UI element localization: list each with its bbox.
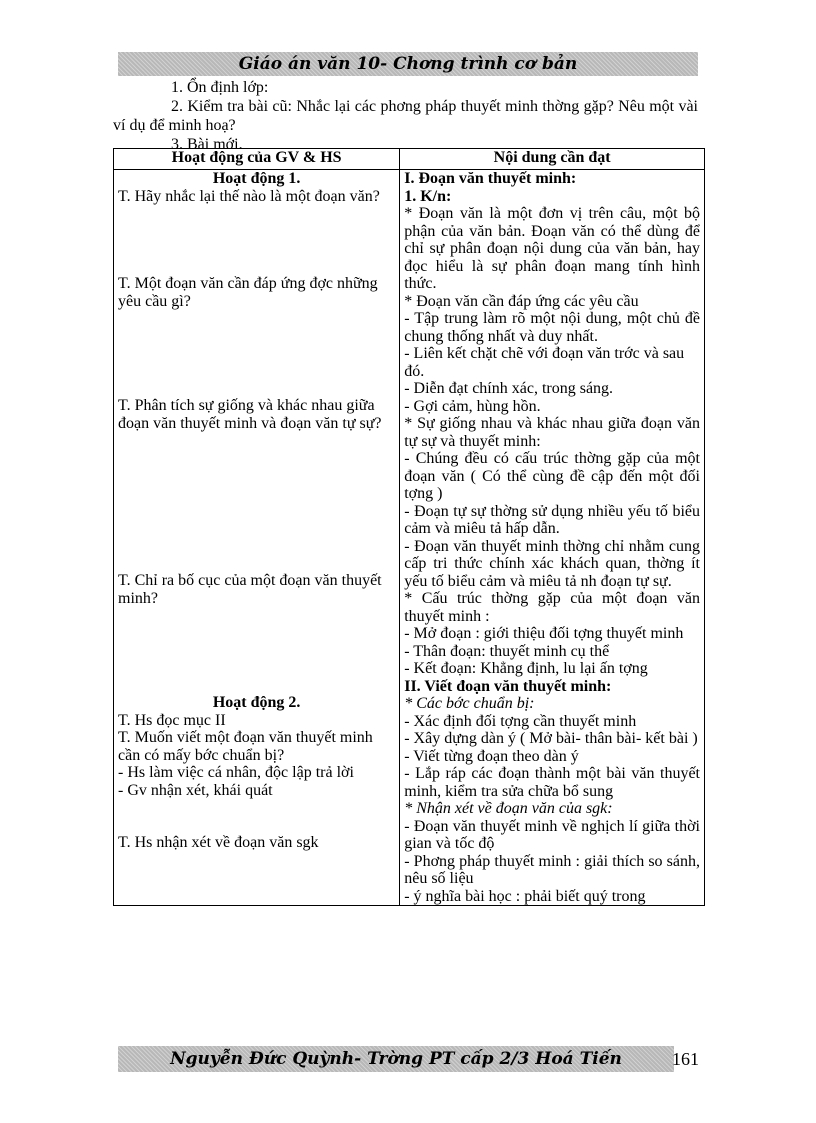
observation-1: - Đoạn văn thuyết minh về nghịch lí giữa thời gian và tốc độ xyxy=(404,817,700,852)
intro-step-1: 1. Ổn định lớp: xyxy=(171,79,269,96)
question-8: - Gv nhận xét, khái quát xyxy=(118,781,273,799)
preparation-3: - Viết từng đoạn theo dàn ý xyxy=(404,747,579,765)
requirements-intro: * Đoạn văn cần đáp ứng các yêu cầu xyxy=(404,292,639,310)
comparison-3: - Đoạn văn thuyết minh thờng chỉ nhằm cung cấp tri thức chính xác khách quan, thờng ít yếu tố biểu cảm và miêu tả nh đoạn tự sự. xyxy=(404,537,700,590)
column-header-activities: Hoạt động của GV & HS xyxy=(114,149,400,170)
preparation-1: - Xác định đối tợng cần thuyết minh xyxy=(404,712,637,730)
section-1-heading: I. Đoạn văn thuyết minh: xyxy=(404,170,577,187)
question-9: T. Hs nhận xét về đoạn văn sgk xyxy=(118,834,319,851)
requirement-4: - Gợi cảm, hùng hồn. xyxy=(404,397,541,415)
definition-text: * Đoạn văn là một đơn vị trên câu, một bộ phận của văn bản. Đoạn văn có thể dùng để chỉ sự phân đoạn nội dung của văn bản, hay đọc hiểu là sự phân đoạn mang tính hình thức. xyxy=(404,205,700,292)
requirement-1: - Tập trung làm rõ một nội dung, một chủ đề chung thống nhất và duy nhất. xyxy=(404,310,700,345)
content-cell xyxy=(400,170,705,906)
page-number: 161 xyxy=(672,1049,699,1069)
comparison-1: - Chúng đều có cấu trúc thờng gặp của một đoạn văn ( Có thể cùng đề cập đến một đối tợng ) xyxy=(404,450,700,502)
lesson-table xyxy=(113,148,705,906)
structure-intro: * Cấu trúc thờng gặp của một đoạn văn thuyết minh : xyxy=(404,590,700,625)
definition-heading: 1. K/n: xyxy=(404,187,452,205)
question-7: - Hs làm việc cá nhân, độc lập trả lời xyxy=(118,764,354,781)
activity-2-heading: Hoạt động 2. xyxy=(212,694,301,711)
intro-step-2: 2. Kiểm tra bài cũ: Nhắc lại các phơng pháp thuyết minh thờng gặp? Nêu một vài ví dụ để minh hoạ? xyxy=(113,98,698,134)
structure-1: - Mở đoạn : giới thiệu đối tợng thuyết minh xyxy=(404,625,684,642)
observation-3: - ý nghĩa bài học : phải biết quý trong xyxy=(404,887,646,905)
intro-section xyxy=(113,78,698,154)
observation-heading: * Nhận xét về đoạn văn của sgk: xyxy=(404,800,613,817)
requirement-2: - Liên kết chặt chẽ với đoạn văn trớc và sau đó. xyxy=(404,345,685,380)
comparison-intro: * Sự giống nhau và khác nhau giữa đoạn văn tự sự và thuyết minh: xyxy=(404,415,700,450)
section-2-heading: II. Viết đoạn văn thuyết minh: xyxy=(404,677,612,695)
activities-cell xyxy=(114,170,400,906)
header-title: Giáo án văn 10- Chơng trình cơ bản xyxy=(238,54,578,74)
header-banner xyxy=(118,52,698,76)
preparation-2: - Xây dựng dàn ý ( Mở bài- thân bài- kết bài ) xyxy=(404,730,698,747)
activity-1-heading: Hoạt động 1. xyxy=(212,170,301,187)
structure-3: - Kết đoạn: Khẳng định, lu lại ấn tợng xyxy=(404,660,648,677)
column-header-content: Nội dung cần đạt xyxy=(400,149,705,170)
requirement-3: - Diễn đạt chính xác, trong sáng. xyxy=(404,380,614,397)
question-5: T. Hs đọc mục II xyxy=(118,711,226,729)
observation-2: - Phơng pháp thuyết minh : giải thích so sánh, nêu số liệu xyxy=(404,852,700,887)
preparation-4: - Lắp ráp các đoạn thành một bài văn thuyết minh, kiểm tra sửa chữa bổ sung xyxy=(404,765,700,800)
question-1: T. Hãy nhắc lại thế nào là một đoạn văn? xyxy=(118,187,380,205)
intro-step-3: 3. Bài mới. xyxy=(171,136,243,153)
question-6: T. Muốn viết một đoạn văn thuyết minh cần có mấy bớc chuẩn bị? xyxy=(118,729,373,764)
structure-2: - Thân đoạn: thuyết minh cụ thể xyxy=(404,642,610,660)
preparation-heading: * Các bớc chuẩn bị: xyxy=(404,695,535,712)
footer-banner xyxy=(118,1046,674,1072)
question-4: T. Chỉ ra bố cục của một đoạn văn thuyết minh? xyxy=(118,572,382,607)
question-2: T. Một đoạn văn cần đáp ứng đợc những yêu cầu gì? xyxy=(118,275,378,310)
footer-text: Nguyễn Đức Quỳnh- Trờng PT cấp 2/3 Hoá Tiến xyxy=(170,1049,622,1069)
question-3: T. Phân tích sự giống và khác nhau giữa đoạn văn thuyết minh và đoạn văn tự sự? xyxy=(118,397,382,432)
comparison-2: - Đoạn tự sự thờng sử dụng nhiều yếu tố biểu cảm và miêu tả hấp dẫn. xyxy=(404,502,700,537)
